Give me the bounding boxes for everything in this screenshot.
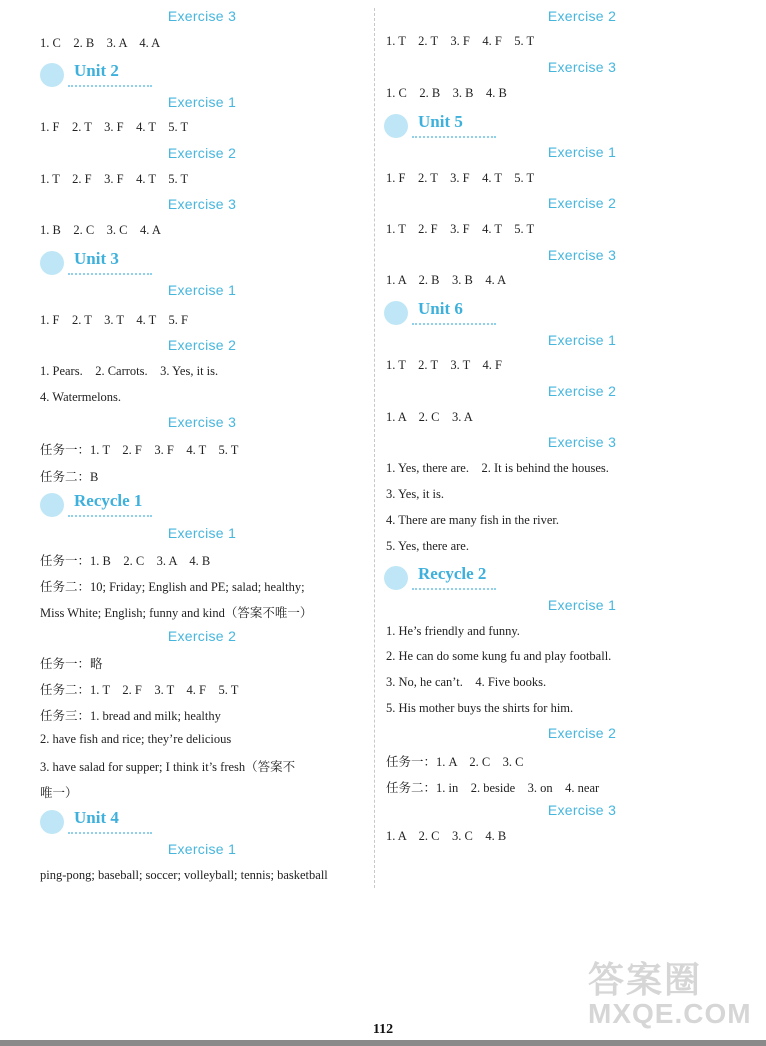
exercise-heading: Exercise 1 — [167, 525, 237, 541]
exercise-heading: Exercise 2 — [547, 8, 617, 24]
exercise-heading: Exercise 1 — [167, 94, 237, 110]
answer-line: 1. He’s friendly and funny. — [386, 624, 520, 638]
answer-line: 4. There are many fish in the river. — [386, 513, 559, 527]
answer-line: 3. have salad for supper; I think it’s fresh（答案不 — [40, 760, 296, 774]
exercise-heading: Exercise 2 — [167, 628, 237, 644]
answer-line: 任务三：1. bread and milk; healthy — [40, 709, 221, 723]
answer-line: 1. T 2. T 3. F 4. F 5. T — [386, 34, 535, 48]
answer-line: 1. B 2. C 3. C 4. A — [40, 223, 161, 237]
exercise-heading: Exercise 3 — [547, 247, 617, 263]
bottom-bar — [0, 1040, 766, 1046]
unit-underline — [68, 85, 152, 87]
unit-underline — [68, 273, 152, 275]
answer-line: 1. A 2. C 3. A — [386, 410, 473, 424]
unit-title: Unit 6 — [418, 299, 463, 318]
answer-line: 1. Pears. 2. Carrots. 3. Yes, it is. — [40, 364, 219, 378]
exercise-heading: Exercise 3 — [167, 8, 237, 24]
exercise-heading: Exercise 3 — [167, 196, 237, 212]
answer-line: 2. He can do some kung fu and play football. — [386, 649, 612, 663]
answer-line: 1. F 2. T 3. F 4. T 5. T — [386, 171, 535, 185]
answer-line: 1. C 2. B 3. B 4. B — [386, 86, 507, 100]
answer-line: 任务一：略 — [40, 657, 103, 671]
column-divider — [374, 8, 375, 888]
answer-line: 1. Yes, there are. 2. It is behind the houses. — [386, 461, 609, 475]
unit-title: Unit 4 — [74, 808, 119, 827]
exercise-heading: Exercise 2 — [167, 337, 237, 353]
unit-underline — [68, 515, 152, 517]
unit-circle-icon — [384, 114, 408, 138]
watermark-line1: 答案圈 — [588, 959, 703, 1000]
answer-line: 3. Yes, it is. — [386, 487, 445, 501]
exercise-heading: Exercise 2 — [547, 725, 617, 741]
answer-line: 任务二：B — [40, 470, 99, 484]
exercise-heading: Exercise 3 — [547, 59, 617, 75]
answer-line: 1. T 2. F 3. F 4. T 5. T — [386, 222, 535, 236]
exercise-heading: Exercise 2 — [547, 383, 617, 399]
answer-line: 1. T 2. F 3. F 4. T 5. T — [40, 172, 189, 186]
unit-title: Unit 5 — [418, 112, 463, 131]
answer-line: 任务一：1. B 2. C 3. A 4. B — [40, 554, 211, 568]
unit-circle-icon — [384, 301, 408, 325]
unit-circle-icon — [40, 810, 64, 834]
exercise-heading: Exercise 2 — [547, 195, 617, 211]
left-column — [0, 0, 374, 1006]
answer-line: 1. F 2. T 3. F 4. T 5. T — [40, 120, 189, 134]
unit-circle-icon — [384, 566, 408, 590]
answer-line: 任务二：1. T 2. F 3. T 4. F 5. T — [40, 683, 239, 697]
exercise-heading: Exercise 2 — [167, 145, 237, 161]
right-column — [378, 0, 766, 1006]
answer-line: 1. A 2. C 3. C 4. B — [386, 829, 507, 843]
unit-circle-icon — [40, 493, 64, 517]
answer-line: 任务一：1. A 2. C 3. C — [386, 755, 524, 769]
unit-underline — [68, 832, 152, 834]
exercise-heading: Exercise 1 — [167, 282, 237, 298]
exercise-heading: Exercise 1 — [547, 144, 617, 160]
answer-line: 任务二：1. in 2. beside 3. on 4. near — [386, 781, 600, 795]
exercise-heading: Exercise 1 — [167, 841, 237, 857]
unit-underline — [412, 136, 496, 138]
answer-line: Miss White; English; funny and kind（答案不唯一） — [40, 606, 313, 620]
unit-title: Recycle 1 — [74, 491, 143, 510]
watermark — [588, 952, 754, 1032]
answer-line: 4. Watermelons. — [40, 390, 122, 404]
answer-line: 1. A 2. B 3. B 4. A — [386, 273, 507, 287]
unit-title: Recycle 2 — [418, 564, 487, 583]
exercise-heading: Exercise 3 — [167, 414, 237, 430]
unit-circle-icon — [40, 251, 64, 275]
answer-line: 2. have fish and rice; they’re delicious — [40, 732, 232, 746]
answer-line: 5. Yes, there are. — [386, 539, 469, 553]
unit-underline — [412, 588, 496, 590]
unit-circle-icon — [40, 63, 64, 87]
answer-line: 3. No, he can’t. 4. Five books. — [386, 675, 547, 689]
answer-line: 1. T 2. T 3. T 4. F — [386, 358, 503, 372]
answer-line: 任务二：10; Friday; English and PE; salad; healthy; — [40, 580, 305, 594]
unit-title: Unit 3 — [74, 249, 119, 268]
exercise-heading: Exercise 1 — [547, 597, 617, 613]
unit-title: Unit 2 — [74, 61, 119, 80]
answer-line: 任务一：1. T 2. F 3. F 4. T 5. T — [40, 443, 239, 457]
answer-line: 5. His mother buys the shirts for him. — [386, 701, 574, 715]
unit-underline — [412, 323, 496, 325]
answer-line: 唯一） — [40, 786, 78, 800]
page-number: 112 — [372, 1022, 394, 1037]
exercise-heading: Exercise 3 — [547, 802, 617, 818]
answer-line: 1. C 2. B 3. A 4. A — [40, 36, 161, 50]
exercise-heading: Exercise 3 — [547, 434, 617, 450]
answer-line: 1. F 2. T 3. T 4. T 5. F — [40, 313, 188, 327]
answer-line: ping-pong; baseball; soccer; volleyball; tennis; basketball — [40, 868, 328, 882]
watermark-line2: MXQE.COM — [588, 998, 752, 1029]
exercise-heading: Exercise 1 — [547, 332, 617, 348]
